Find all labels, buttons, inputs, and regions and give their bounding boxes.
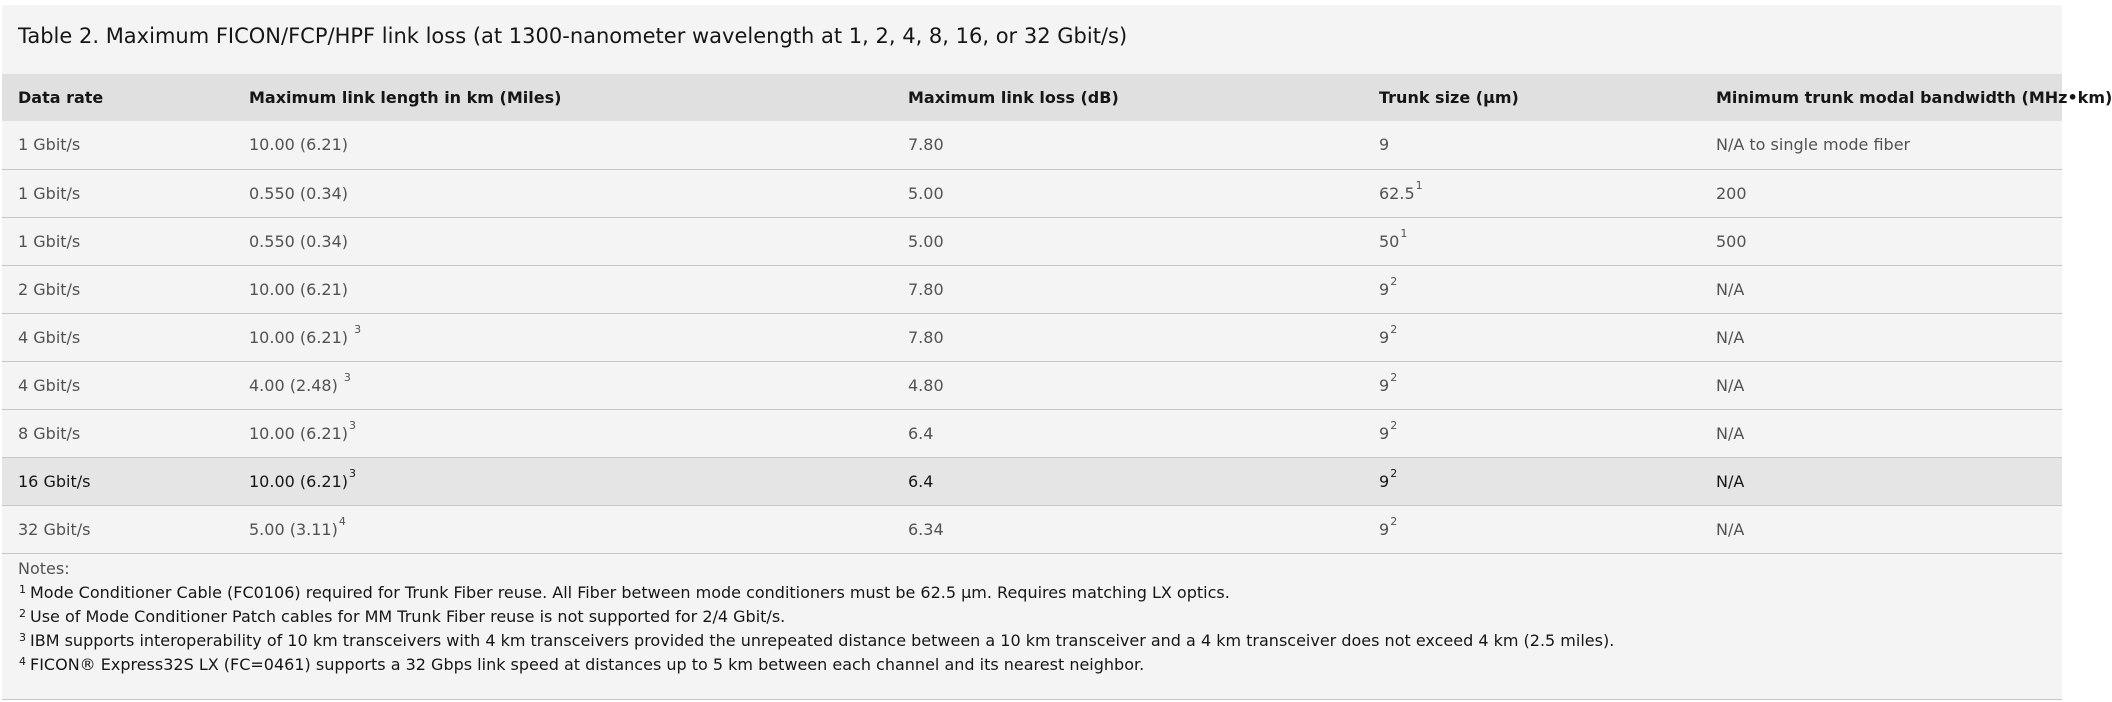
link-loss-table [2, 74, 2112, 554]
cell-link-length: 10.00 (6.21) $^3$ [249, 322, 362, 347]
cell-data-rate: 1 Gbit/s [18, 231, 81, 251]
table-row [2, 265, 2062, 313]
cell-data-rate: 1 Gbit/s [18, 183, 81, 203]
cell-trunk-size: 9 [1379, 135, 1390, 155]
cell-modal-bandwidth: N/A [1716, 327, 1745, 347]
cell-modal-bandwidth: N/A [1716, 423, 1745, 443]
note-item: $^3$ IBM supports interoperability of 10 km transceivers with 4 km transceivers provided the unrepeated distance between a 10 km transceiver and a 4 km transceiver does not exceed 4 km (2.5 miles). [19, 630, 1615, 650]
cell-link-length: 10.00 (6.21) [249, 135, 348, 155]
header-data-rate: Data rate [18, 88, 104, 107]
header-max-link-length: Maximum link length in km (Miles) [249, 88, 562, 107]
cell-link-length: 4.00 (2.48) $^3$ [249, 370, 351, 395]
cell-data-rate: 2 Gbit/s [18, 279, 81, 299]
note-item: $^4$ FICON® Express32S LX (FC=0461) supports a 32 Gbps link speed at distances up to 5 km between each channel and its nearest neighbor. [19, 654, 1145, 674]
cell-trunk-size: $9^2$ [1379, 322, 1398, 347]
cell-data-rate: 4 Gbit/s [18, 327, 81, 347]
table-row [2, 409, 2062, 457]
cell-trunk-size: $9^2$ [1379, 274, 1398, 299]
header-max-link-loss: Maximum link loss (dB) [908, 88, 1119, 107]
cell-link-loss: 7.80 [908, 327, 944, 347]
table-row [2, 313, 2062, 361]
cell-link-length: 10.00 (6.21) [249, 279, 348, 299]
note-item: $^1$ Mode Conditioner Cable (FC0106) required for Trunk Fiber reuse. All Fiber between mode conditioners must be 62.5 µm. Requires matching LX optics. [19, 582, 1230, 602]
cell-data-rate: 4 Gbit/s [18, 375, 81, 395]
table-row [2, 361, 2062, 409]
table-row-highlighted [2, 457, 2062, 505]
cell-link-loss: 7.80 [908, 135, 944, 155]
cell-modal-bandwidth: 500 [1716, 231, 1747, 251]
table-row [2, 505, 2062, 553]
cell-link-loss: 6.34 [908, 519, 944, 539]
cell-modal-bandwidth: 200 [1716, 183, 1747, 203]
cell-link-loss: 6.4 [908, 471, 934, 491]
cell-link-length: 10.00 $(6.21)^3$ [249, 466, 356, 491]
cell-modal-bandwidth: N/A to single mode fiber [1716, 135, 1911, 155]
header-trunk-size: Trunk size (µm) [1379, 88, 1519, 107]
table-row [2, 169, 2062, 217]
cell-trunk-size: $9^2$ [1379, 466, 1398, 491]
link-loss-table-container [2, 5, 2112, 700]
cell-trunk-size: 62.5$^1$ [1379, 178, 1423, 203]
cell-link-loss: 5.00 [908, 231, 944, 251]
cell-link-loss: 7.80 [908, 279, 944, 299]
cell-data-rate: 32 Gbit/s [18, 519, 91, 539]
cell-link-length: 10.00 $(6.21)^3$ [249, 418, 356, 443]
cell-trunk-size: $50^1$ [1379, 226, 1408, 251]
table-row [2, 121, 2062, 169]
header-min-modal-bandwidth: Minimum trunk modal bandwidth (MHz•km) [1716, 88, 2112, 107]
cell-trunk-size: $9^2$ [1379, 418, 1398, 443]
cell-modal-bandwidth: N/A [1716, 375, 1745, 395]
table-header-row [2, 74, 2062, 121]
cell-data-rate: 16 Gbit/s [18, 471, 91, 491]
cell-link-length: 0.550 (0.34) [249, 231, 348, 251]
cell-modal-bandwidth: N/A [1716, 471, 1745, 491]
table-row [2, 217, 2062, 265]
cell-modal-bandwidth: N/A [1716, 279, 1745, 299]
cell-trunk-size: $9^2$ [1379, 514, 1398, 539]
cell-data-rate: 1 Gbit/s [18, 135, 81, 155]
cell-trunk-size: $9^2$ [1379, 370, 1398, 395]
notes-title: Notes: [18, 558, 70, 578]
cell-link-length: 5.00 $(3.11)^4$ [249, 514, 346, 539]
cell-modal-bandwidth: N/A [1716, 519, 1745, 539]
cell-data-rate: 8 Gbit/s [18, 423, 81, 443]
table-caption: Table 2. Maximum FICON/FCP/HPF link loss (at 1300-nanometer wavelength at 1, 2, 4, 8, 16, or 32 Gbit/s) [18, 24, 1128, 48]
cell-link-loss: 6.4 [908, 423, 934, 443]
cell-link-length: 0.550 (0.34) [249, 183, 348, 203]
note-item: $^2$ Use of Mode Conditioner Patch cables for MM Trunk Fiber reuse is not supported for 2/4 Gbit/s. [19, 606, 786, 626]
cell-link-loss: 4.80 [908, 375, 944, 395]
table-notes [2, 554, 2062, 677]
cell-link-loss: 5.00 [908, 183, 944, 203]
